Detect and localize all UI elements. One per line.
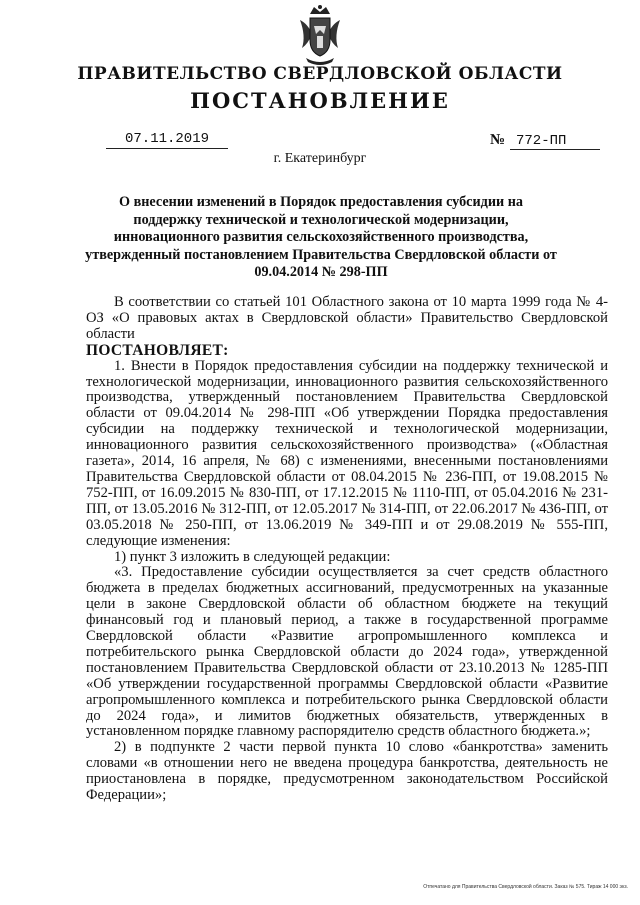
- decree-word: ПОСТАНОВЛЯЕТ:: [86, 341, 229, 359]
- city: г. Екатеринбург: [273, 151, 367, 166]
- paragraph-2: 1) пункт 3 изложить в следующей редакции:: [114, 548, 391, 565]
- preamble-paragraph: В соответствии со статьей 101 Областного закона от 10 марта 1999 года № 4-ОЗ «О правовых актах в Свердловской области» Правительство Свердловской области: [86, 294, 608, 342]
- organization-name: ПРАВИТЕЛЬСТВО СВЕРДЛОВСКОЙ ОБЛАСТИ: [77, 64, 563, 84]
- number-sign: №: [490, 132, 506, 148]
- document-number-field: [490, 131, 608, 150]
- print-footer: Отпечатано для Правительства Свердловской области. Заказ № 575. Тираж 14 000 экз.: [423, 884, 628, 890]
- paragraph-4: 2) в подпункте 2 части первой пункта 10 слово «банкротства» заменить словами «в отношении него не введена процедура банкротства, деятельность не приостановлена в порядке, предусмотренном законодательством Российской Федерации»;: [86, 739, 608, 804]
- paragraph-3: «3. Предоставление субсидии осуществляется за счет средств областного бюджета в пределах бюджетных ассигнований, предусмотренных на указанные цели в законе Свердловской области об областном бюджете на текущий финансовый год и плановый период, а также в государственной программе Свердловской области «Развитие агропромышленного комплекса и потребительского рынка Свердловской области до 2024 года», утвержденной постановлением Правительства Свердловской области от 23.10.2013 № 1285-ПП «Об утверждении государственной программы Свердловской области «Развитие агропромышленного комплекса и потребительского рынка Свердловской области до 2024 года», и лимитов бюджетных обязательств, утвержденных в установленном порядке главному распорядителю средств областного бюджета.»;: [86, 564, 608, 740]
- document-body: [86, 295, 608, 804]
- document-date: 07.11.2019: [106, 131, 228, 149]
- document-type: ПОСТАНОВЛЕНИЕ: [190, 88, 450, 113]
- coat-of-arms-icon: [296, 4, 344, 68]
- document-title: О внесении изменений в Порядок предоставления субсидии на поддержку технической и технологической модернизации, инновационного развития сельскохозяйственного производства, утвержденный постановлением Правительства Свердловской области от 09.04.2014 № 298-ПП: [85, 194, 557, 280]
- document-number: 772-ПП: [510, 133, 600, 150]
- paragraph-1: 1. Внести в Порядок предоставления субсидии на поддержку технической и технологической модернизации, инновационного развития сельскохозяйственного производства, утвержденный постановлением Правительства Свердловской области от 09.04.2014 № 298-ПП «Об утверждении Порядка предоставления субсидии на поддержку технической и технологической модернизации, инновационного развития сельскохозяйственного производства» («Областная газета», 2014, 16 апреля, № 68) с изменениями, внесенными постановлениями Правительства Свердловской области от 08.04.2015 № 236-ПП, от 19.08.2015 № 752-ПП, от 16.09.2015 № 830-ПП, от 17.12.2015 № 1110-ПП, от 05.04.2016 № 231-ПП, от 13.05.2016 № 312-ПП, от 12.05.2017 № 314-ПП, от 22.06.2017 № 436-ПП, от 03.05.2018 № 250-ПП, от 13.06.2019 № 349-ПП и от 29.08.2019 № 555-ПП, следующие изменения:: [86, 357, 608, 549]
